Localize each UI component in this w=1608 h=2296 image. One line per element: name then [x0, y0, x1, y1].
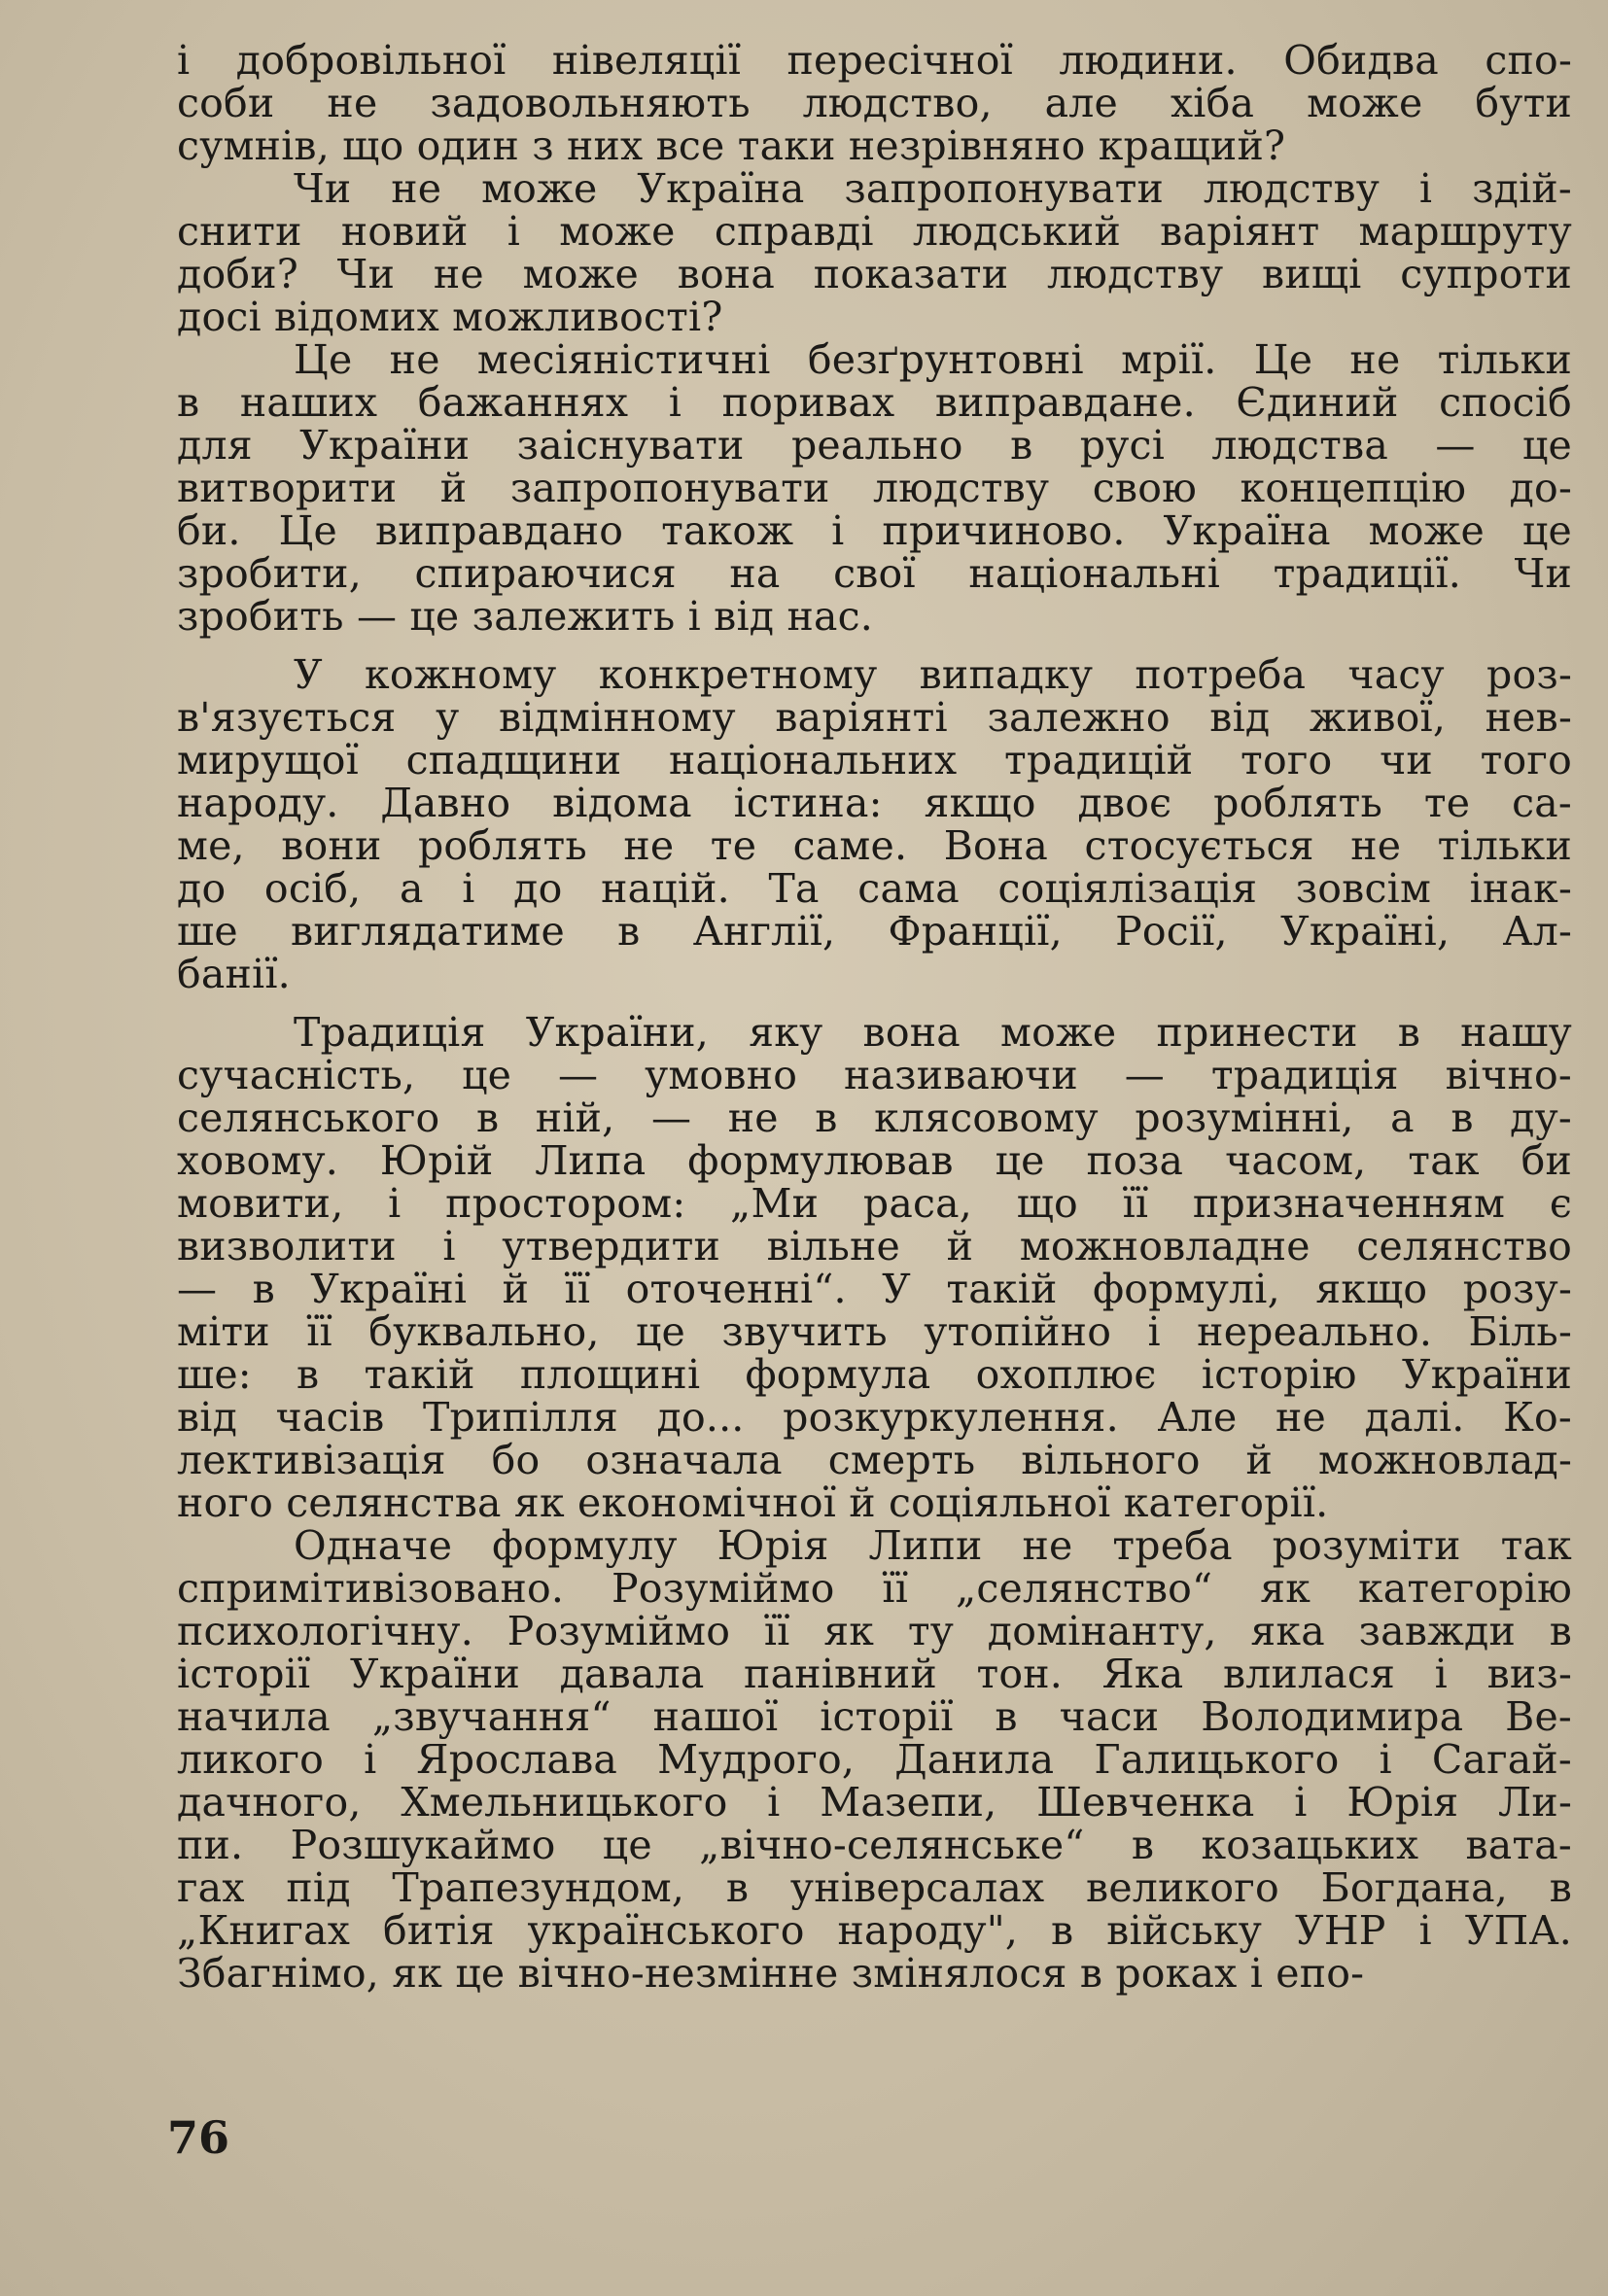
text-line: ликого і Ярослава Мудрого, Данила Галицького і Сагай- [177, 1736, 1572, 1783]
text-line: спримітивізовано. Розуміймо її „селянство“ як категорію [177, 1565, 1572, 1612]
text-line: історії України давала панівний тон. Яка влилася і виз- [177, 1651, 1572, 1697]
text-line: би. Це виправдано також і причиново. Україна може це [177, 507, 1572, 554]
text-line: для України заіснувати реально в русі людства — це [177, 422, 1572, 469]
text-line: гах під Трапезундом, в універсалах великого Богдана, в [177, 1864, 1572, 1911]
text-line: досі відомих можливості? [177, 294, 723, 340]
paragraph [177, 653, 1572, 995]
paragraph [177, 167, 1572, 338]
text-line: — в Україні й її оточенні“. У такій формулі, якщо розу- [177, 1266, 1572, 1312]
page-number: 76 [167, 2111, 230, 2164]
text-line: від часів Трипілля до... розкуркулення. Але не далі. Ко- [177, 1394, 1572, 1441]
text-line: ше виглядатиме в Англії, Франції, Росії, Україні, Ал- [177, 908, 1572, 955]
text-line: в'язується у відмінному варіянті залежно від живої, нев- [177, 694, 1572, 741]
text-line: дачного, Хмельницького і Мазепи, Шевченка і Юрія Ли- [177, 1779, 1572, 1826]
text-line: міти її буквально, це звучить утопійно і нереально. Біль- [177, 1308, 1572, 1355]
text-column [177, 39, 1572, 1995]
text-line: ховому. Юрій Липа формулював це поза часом, так би [177, 1137, 1572, 1184]
paragraph [177, 338, 1572, 638]
text-line: ме, вони роблять не те саме. Вона стосується не тільки [177, 822, 1572, 869]
text-line: зробить — це залежить і від нас. [177, 593, 874, 640]
text-line: в наших бажаннях і поривах виправдане. Єдиний спосіб [177, 379, 1572, 426]
text-line: психологічну. Розуміймо її як ту домінанту, яка завжди в [177, 1608, 1572, 1654]
text-line: зробити, спираючися на свої національні традиції. Чи [177, 550, 1572, 597]
text-line: начила „звучання“ нашої історії в часи Володимира Ве- [177, 1693, 1572, 1740]
text-line: визволити і утвердити вільне й можновладне селянство [177, 1223, 1572, 1270]
text-line: Одначе формулу Юрія Липи не треба розуміти так [294, 1522, 1572, 1569]
text-line: банії. [177, 951, 291, 997]
text-line: Це не месіяністичні безґрунтовні мрії. Це не тільки [294, 336, 1572, 383]
paragraph [177, 39, 1572, 167]
text-line: соби не задовольняють людство, але хіба може бути [177, 80, 1572, 126]
text-line: сумнів, що один з них все таки незрівняно кращий? [177, 122, 1286, 169]
text-line: ного селянства як економічної й соціяльної категорії. [177, 1479, 1329, 1526]
text-line: до осіб, а і до націй. Та сама соціялізація зовсім інак- [177, 865, 1572, 912]
paragraph [177, 1524, 1572, 1995]
paragraph [177, 1011, 1572, 1524]
text-line: мовити, і простором: „Ми раса, що її призначенням є [177, 1180, 1572, 1227]
text-line: Чи не може Україна запропонувати людству і здій- [294, 165, 1572, 212]
text-line: снити новий і може справді людський варіянт маршруту [177, 208, 1572, 255]
text-line: селянського в ній, — не в клясовому розумінні, а в ду- [177, 1095, 1572, 1141]
text-line: мирущої спадщини національних традицій того чи того [177, 737, 1572, 783]
text-line: лективізація бо означала смерть вільного й можновлад- [177, 1437, 1572, 1483]
text-line: доби? Чи не може вона показати людству вищі супроти [177, 251, 1572, 297]
text-line: і добровільної нівеляції пересічної людини. Обидва спо- [177, 37, 1572, 84]
text-line: Збагнімо, як це вічно-незмінне змінялося в роках і епо- [177, 1950, 1365, 1997]
text-line: „Книгах битія українського народу", в війську УНР і УПА. [177, 1907, 1572, 1954]
text-line: пи. Розшукаймо це „вічно-селянське“ в козацьких вата- [177, 1822, 1572, 1868]
text-line: сучасність, це — умовно називаючи — традиція вічно- [177, 1052, 1572, 1098]
text-line: У кожному конкретному випадку потреба часу роз- [294, 651, 1572, 698]
text-line: ше: в такій площині формула охоплює історію України [177, 1351, 1572, 1398]
text-line: витворити й запропонувати людству свою концепцію до- [177, 465, 1572, 511]
text-line: народу. Давно відома істина: якщо двоє роблять те са- [177, 780, 1572, 826]
text-line: Традиція України, яку вона може принести в нашу [294, 1009, 1572, 1056]
